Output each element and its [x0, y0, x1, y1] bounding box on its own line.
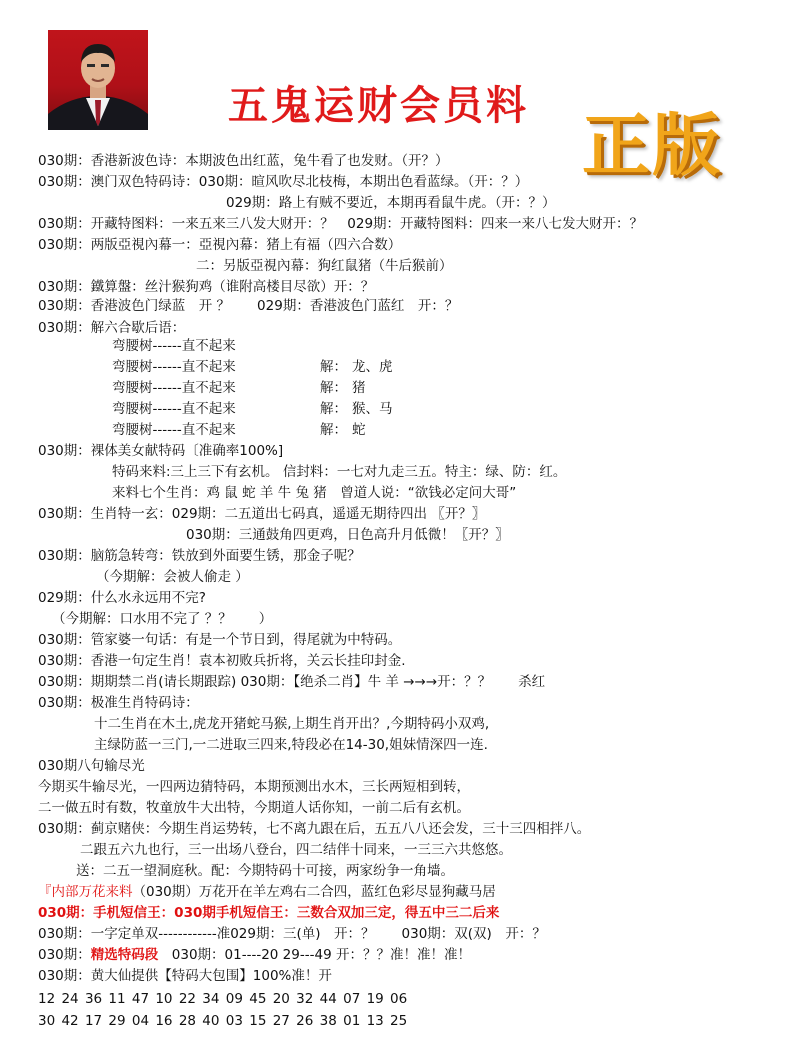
- riddle-answer: 猴、马: [352, 401, 393, 417]
- line-huang-daxian: 030期：黄大仙提供【特码大包围】100%准！开: [38, 968, 332, 984]
- line-hk-color-poem: 030期：香港新波色诗：本期波色出红蓝，兔牛看了也发财。（开？）: [38, 153, 449, 169]
- line-nude-beauty: 030期：裸体美女献特码〔准确率100%]: [38, 443, 284, 459]
- riddle-line: 弯腰树------直不起来: [112, 338, 236, 354]
- line-zodiac-poem-1: 十二生肖在木土,虎龙开猪蛇马猴,上期生肖开出？,今期特码小双鸡,: [94, 716, 490, 732]
- wanhua-text: （030期）万花开在羊左鸡右二合四，蓝红色彩尽显狗藏马居: [132, 884, 496, 900]
- line-sms-king: 030期：手机短信王：030期手机短信王：三数合双加三定，得五中三二后来: [38, 905, 500, 921]
- line-gambler: 030期：蓟京赌侠：今期生肖运势转，七不离九跟在后，五五八八还会发，三十三四相拌八。: [38, 821, 591, 837]
- number-row-2: 30 42 17 29 04 16 28 40 03 15 27 26 38 01 13 25: [38, 1013, 408, 1029]
- line-gambler-2: 二跟五六九也行，三一出场八登台，四二结伴十同来，一三三六共悠悠。: [80, 842, 512, 858]
- riddle-answer: 猪: [352, 380, 366, 396]
- riddle-answer: 蛇: [352, 422, 366, 438]
- line-hk-one-sentence: 030期：香港一句定生肖！袁本初败兵折将，关云长挂印封金.: [38, 653, 406, 669]
- range-text: 030期：01----20 29---49 开：？？准！准！准！: [171, 947, 471, 963]
- line-macau-color-poem: 030期：澳门双色特码诗：030期：暄风吹尽北枝梅，本期出色看蓝绿。（开：？）: [38, 174, 529, 190]
- line-ban-two-zodiacs: 030期：期期禁二肖(请长期跟踪) 030期：【绝杀二肖】牛 羊 →→→开：？？ 杀红: [38, 674, 546, 690]
- riddle-answer-label: 解：: [320, 359, 347, 375]
- line-seven-zodiacs: 来料七个生肖：鸡 鼠 蛇 羊 牛 兔 猪 曾道人说：“欲钱必定问大哥”: [112, 485, 517, 501]
- line-029-thief: 029期：路上有贼不要近，本期再看鼠牛虎。（开：？）: [226, 195, 556, 211]
- line-special-range: [38, 946, 471, 964]
- riddle-answer-label: 解：: [320, 422, 347, 438]
- line-029-water: 029期：什么水永远用不完?: [38, 590, 206, 606]
- portrait-photo: [48, 30, 148, 130]
- line-gambler-send: 送：二五一望洞庭秋。配：今期特码十可接，两家纷争一角墙。: [76, 863, 454, 879]
- riddle-answer: 龙、虎: [352, 359, 393, 375]
- line-riddle-heading: 030期：解六合歇后语：: [38, 320, 186, 336]
- number-row-1: 12 24 36 11 47 10 22 34 09 45 20 32 44 07 19 06: [38, 991, 408, 1007]
- line-iron-abacus: 030期：鐵算盤：丝汁猴狗鸡（谁附高楼目尽欲）开：？: [38, 279, 375, 295]
- line-atv-inside-1: 030期：两版亞視內幕一：亞視內幕：猪上有福（四六合数）: [38, 237, 402, 253]
- authentic-badge: 正版: [582, 107, 723, 186]
- line-029-water-answer: （今期解：口水用不完了 ？？ ）: [52, 611, 273, 627]
- line-housekeeper: 030期：管家婆一句话：有是一个节日到，得尾就为中特码。: [38, 632, 402, 648]
- riddle-line: 弯腰树------直不起来: [112, 359, 236, 375]
- line-kaizang: 030期：开藏特图料：一来五来三八发大财开：？ 029期：开藏特图料：四来一来八七发大财开：？: [38, 216, 644, 232]
- wanhua-label: 『内部万花来料: [38, 884, 133, 900]
- line-wanhua: [38, 883, 496, 901]
- range-prefix: 030期：: [38, 947, 91, 963]
- riddle-line: 弯腰树------直不起来: [112, 401, 236, 417]
- line-zodiac-mystery-1: 030期：生肖特一玄：029期：二五道出七码真，遥遥无期待四出 〖开？〗: [38, 506, 486, 522]
- line-brain-teaser: 030期：脑筋急转弯：铁放到外面要生锈，那金子呢？: [38, 548, 361, 564]
- riddle-line: 弯腰树------直不起来: [112, 422, 236, 438]
- range-label: 精选特码段: [90, 947, 159, 963]
- line-odd-even: 030期：一字定单双------------准029期：三(单) 开：？ 030期：双(双) 开：？: [38, 926, 546, 942]
- line-eight-sentences-1: 今期买牛输尽光，一四两边猜特码，本期预测出水木，三长两短相到转，: [38, 779, 470, 795]
- line-special-material: 特码来料:三上三下有玄机。 信封料：一七对九走三五。特主：绿、防：红。: [112, 464, 567, 480]
- line-zodiac-poem-2: 主绿防蓝一三门,一二进取三四来,特段必在14-30,姐妹情深四一连.: [94, 737, 488, 753]
- riddle-answer-label: 解：: [320, 401, 347, 417]
- line-zodiac-poem-heading: 030期：极准生肖特码诗：: [38, 695, 199, 711]
- line-eight-sentences-2: 二一做五时有数，牧童放牛大出特，今期道人话你知，一前二后有玄机。: [38, 800, 470, 816]
- line-eight-sentences-heading: 030期八句输尽光: [38, 758, 145, 774]
- portrait-figure-icon: [48, 30, 148, 130]
- line-atv-inside-2: 二：另版亞視內幕：狗红鼠猪（牛后猴前）: [196, 258, 453, 274]
- line-zodiac-mystery-2: 030期：三通鼓角四更鸡，日色高升月低微！〖开？〗: [186, 527, 509, 543]
- page-title: 五鬼运财会员料: [228, 82, 529, 129]
- riddle-answer-label: 解：: [320, 380, 347, 396]
- line-brain-teaser-answer: （今期解：会被人偷走 ）: [96, 569, 249, 585]
- line-hk-color-door: 030期：香港波色门绿蓝 开 ？ 029期：香港波色门蓝红 开：？: [38, 298, 459, 314]
- riddle-line: 弯腰树------直不起来: [112, 380, 236, 396]
